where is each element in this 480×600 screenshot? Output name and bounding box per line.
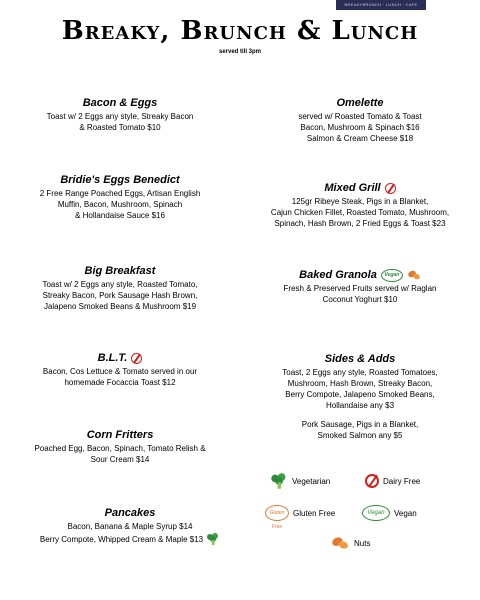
spacer [250, 411, 470, 419]
menu-item-omelette [250, 93, 470, 144]
legend-label: Vegetarian [292, 476, 331, 486]
legend-label: Dairy Free [383, 476, 421, 486]
menu-item-big-breakfast [10, 261, 230, 312]
broccoli-icon [270, 472, 288, 490]
item-description: 2 Free Range Poached Eggs, Artisan English Muffin, Bacon, Mushroom, Spinach & Hollandaise Sauce $16 [39, 189, 201, 220]
dairy-free-icon [385, 183, 396, 194]
item-name-row [324, 181, 395, 195]
item-description-row [10, 532, 250, 546]
item-description: Poached Egg, Bacon, Spinach, Tomato Relish & Sour Cream $14 [34, 444, 206, 464]
item-name: Corn Fritters [86, 429, 154, 441]
legend-label: Nuts [354, 538, 371, 548]
menu-title: Breaky, Brunch & Lunch [61, 16, 419, 46]
item-description: Toast, 2 Eggs any style, Roasted Tomatoes, Mushroom, Hash Brown, Streaky Bacon, Berry Compote, Jalapeno Smoked Beans, Hollandaise any $3 [282, 368, 438, 410]
gluten-free-icon: Gluten Free [265, 505, 289, 521]
legend-label: Gluten Free [293, 508, 336, 518]
legend-label: Vegan [394, 508, 417, 518]
item-name-row [299, 268, 421, 282]
legend-vegetarian [270, 472, 330, 490]
item-name: Baked Granola [299, 269, 377, 281]
nuts-icon [330, 535, 350, 551]
menu-subtitle: served till 3pm [218, 49, 262, 55]
legend-dairy-free [365, 474, 420, 488]
item-name: B.L.T. [97, 352, 128, 364]
item-description: Toast w/ 2 Eggs any style, Roasted Tomato, Streaky Bacon, Pork Sausage Hash Brown, Jalapeno Smoked Beans & Mushroom $19 [42, 280, 198, 311]
menu-item-eggs-benedict [10, 170, 230, 221]
item-name: Omelette [336, 97, 384, 109]
vegan-icon: Vegan [381, 269, 403, 282]
item-name: Bridie's Eggs Benedict [60, 174, 180, 186]
item-name: Big Breakfast [84, 265, 156, 277]
menu-item-blt [10, 348, 230, 388]
menu-item-pancakes [10, 503, 250, 546]
item-description: Fresh & Preserved Fruits served w/ Raglan Coconut Yoghurt $10 [283, 284, 437, 304]
item-name: Pancakes [104, 507, 156, 519]
menu-item-bacon-eggs [10, 93, 230, 133]
item-description: Berry Compote, Whipped Cream & Maple $13 [39, 534, 204, 544]
legend-nuts [330, 535, 370, 551]
item-name-row [98, 351, 143, 365]
item-name: Mixed Grill [324, 182, 381, 194]
nuts-icon [407, 269, 421, 281]
legend-gluten-free [265, 505, 336, 530]
item-description: Toast w/ 2 Eggs any style, Streaky Bacon & Roasted Tomato $10 [46, 112, 194, 132]
item-description: Bacon, Banana & Maple Syrup $14 [67, 522, 193, 531]
item-description: served w/ Roasted Tomato & Toast Bacon, Mushroom & Spinach $16 Salmon & Cream Cheese $18 [298, 112, 422, 143]
dairy-free-icon [131, 353, 142, 364]
item-name: Bacon & Eggs [82, 97, 158, 109]
menu-item-baked-granola [250, 265, 470, 305]
item-description: Bacon, Cos Lettuce & Tomato served in our homemade Focaccia Toast $12 [42, 367, 198, 387]
item-description: 125gr Ribeye Steak, Pigs in a Blanket, Cajun Chicken Fillet, Roasted Tomato, Mushroom, Spinach, Hash Brown, 2 Fried Eggs & Toast $23 [270, 197, 450, 228]
menu-item-sides-adds [250, 349, 470, 441]
legend-vegan [362, 505, 417, 521]
broccoli-icon [206, 532, 220, 546]
menu-item-corn-fritters [10, 425, 230, 465]
dairy-free-icon [365, 474, 379, 488]
menu-item-mixed-grill [245, 178, 475, 229]
item-name: Sides & Adds [324, 353, 396, 365]
item-description: Pork Sausage, Pigs in a Blanket, Smoked Salmon any $5 [301, 420, 419, 440]
corner-tag: BREAKYBRUNCH · LUNCH · CAFE [336, 0, 426, 10]
vegan-icon: Vegan [362, 505, 390, 521]
